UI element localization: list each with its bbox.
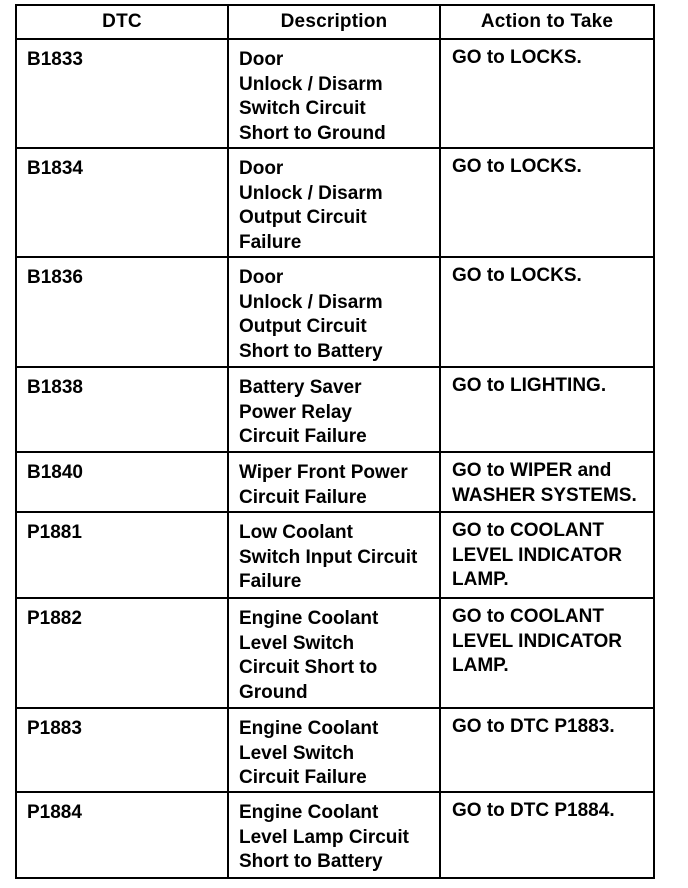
action-line: GO to LIGHTING.	[452, 375, 607, 396]
action-cell	[440, 452, 654, 512]
table-header	[16, 5, 654, 39]
description-line: Door	[239, 267, 284, 288]
header-action: Action to Take	[440, 5, 654, 39]
description-line: Circuit Short to	[239, 657, 378, 678]
action-cell	[440, 367, 654, 452]
description-line: Failure	[239, 571, 302, 592]
action-line: GO to DTC P1884.	[452, 800, 615, 821]
action-cell	[440, 598, 654, 708]
description-line: Output Circuit	[239, 316, 367, 337]
action-line: GO to COOLANT	[452, 606, 604, 627]
table-row	[16, 792, 654, 878]
action-line: LAMP.	[452, 655, 509, 676]
description-line: Short to Battery	[239, 340, 383, 362]
dtc-code: P1881	[27, 522, 82, 543]
action-cell	[440, 39, 654, 148]
description-line: Wiper Front Power	[239, 462, 408, 483]
description-line: Level Switch	[239, 632, 355, 654]
table-row	[16, 598, 654, 708]
description-line: Low Coolant	[239, 522, 353, 543]
action-line: LEVEL INDICATOR	[452, 630, 622, 652]
dtc-table	[15, 4, 655, 879]
description-cell	[228, 367, 440, 452]
description-cell	[228, 598, 440, 708]
dtc-code-cell	[16, 708, 228, 792]
table-row	[16, 257, 654, 367]
dtc-code-cell	[16, 512, 228, 598]
description-line: Unlock / Disarm	[239, 182, 383, 204]
dtc-code-cell	[16, 148, 228, 257]
action-cell	[440, 148, 654, 257]
dtc-code-cell	[16, 598, 228, 708]
dtc-code-cell	[16, 452, 228, 512]
action-line: LAMP.	[452, 569, 509, 590]
description-line: Level Switch	[239, 742, 355, 764]
description-line: Short to Ground	[239, 122, 386, 144]
table-row	[16, 512, 654, 598]
description-line: Ground	[239, 681, 308, 703]
dtc-code-cell	[16, 257, 228, 367]
description-line: Engine Coolant	[239, 718, 379, 739]
dtc-code-cell	[16, 367, 228, 452]
action-cell	[440, 257, 654, 367]
description-line: Door	[239, 158, 284, 179]
action-cell	[440, 792, 654, 878]
description-cell	[228, 452, 440, 512]
dtc-code: B1833	[27, 49, 83, 70]
description-line: Unlock / Disarm	[239, 291, 383, 313]
header-description: Description	[228, 5, 440, 39]
dtc-code: B1834	[27, 158, 83, 179]
header-dtc: DTC	[16, 5, 228, 39]
action-line: LEVEL INDICATOR	[452, 544, 622, 566]
action-line: GO to WIPER and	[452, 460, 612, 481]
description-line: Battery Saver	[239, 377, 362, 398]
action-cell	[440, 708, 654, 792]
dtc-code: B1838	[27, 377, 83, 398]
description-cell	[228, 257, 440, 367]
action-line: WASHER SYSTEMS.	[452, 484, 637, 506]
description-cell	[228, 708, 440, 792]
dtc-code-cell	[16, 39, 228, 148]
action-line: GO to LOCKS.	[452, 156, 582, 177]
dtc-code: P1883	[27, 718, 82, 739]
description-cell	[228, 512, 440, 598]
table-body	[16, 39, 654, 878]
description-line: Switch Input Circuit	[239, 546, 418, 568]
description-line: Door	[239, 49, 284, 70]
action-line: GO to COOLANT	[452, 520, 604, 541]
description-line: Failure	[239, 231, 302, 253]
description-line: Output Circuit	[239, 207, 367, 228]
table-row	[16, 367, 654, 452]
description-line: Circuit Failure	[239, 486, 367, 508]
header-row	[16, 5, 654, 39]
description-line: Unlock / Disarm	[239, 73, 383, 95]
description-line: Short to Battery	[239, 851, 383, 872]
action-line: GO to LOCKS.	[452, 265, 582, 286]
table-row	[16, 708, 654, 792]
action-line: GO to DTC P1883.	[452, 716, 615, 737]
action-line: GO to LOCKS.	[452, 47, 582, 68]
description-line: Engine Coolant	[239, 802, 379, 823]
table-row	[16, 39, 654, 148]
table-row	[16, 452, 654, 512]
description-line: Level Lamp Circuit	[239, 826, 409, 848]
dtc-code-cell	[16, 792, 228, 878]
description-line: Power Relay	[239, 401, 352, 423]
dtc-code: P1882	[27, 608, 82, 629]
description-cell	[228, 148, 440, 257]
description-cell	[228, 39, 440, 148]
description-line: Engine Coolant	[239, 608, 379, 629]
dtc-code: P1884	[27, 802, 82, 823]
dtc-code: B1840	[27, 462, 83, 483]
description-line: Circuit Failure	[239, 767, 367, 788]
description-line: Circuit Failure	[239, 426, 367, 447]
action-cell	[440, 512, 654, 598]
description-line: Switch Circuit	[239, 98, 366, 119]
dtc-code: B1836	[27, 267, 83, 288]
description-cell	[228, 792, 440, 878]
table-row	[16, 148, 654, 257]
